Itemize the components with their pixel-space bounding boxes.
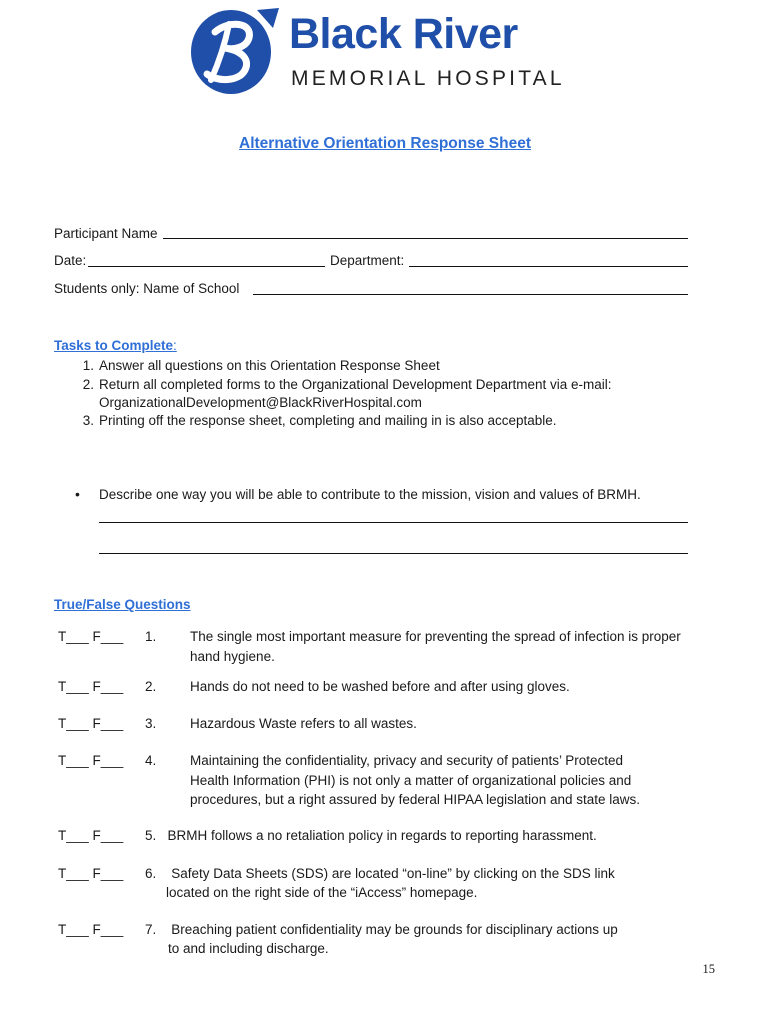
participant-name-label: Participant Name <box>54 226 158 241</box>
department-label: Department: <box>330 253 405 268</box>
participant-name-field[interactable] <box>163 238 688 239</box>
date-label: Date: <box>54 253 87 268</box>
brmh-b-logo-icon <box>189 4 279 96</box>
date-field[interactable] <box>88 266 325 267</box>
tf-answer-marks[interactable]: T___ F___ <box>58 828 124 843</box>
school-label: Students only: Name of School <box>54 281 240 296</box>
tf-answer-marks[interactable]: T___ F___ <box>58 922 124 937</box>
department-field[interactable] <box>409 266 688 267</box>
brand-subtitle: MEMORIAL HOSPITAL <box>291 67 565 90</box>
page-number: 15 <box>702 962 715 976</box>
describe-prompt: Describe one way you will be able to contribute to the mission, vision and values of BRMH. <box>99 487 641 502</box>
document-title: Alternative Orientation Response Sheet <box>239 135 531 152</box>
school-field[interactable] <box>253 294 688 295</box>
tf-answer-marks[interactable]: T___ F___ <box>58 753 124 768</box>
tf-answer-marks[interactable]: T___ F___ <box>58 866 124 881</box>
tf-answer-marks[interactable]: T___ F___ <box>58 716 124 731</box>
describe-answer-line-1[interactable] <box>99 522 688 523</box>
tf-answer-marks[interactable]: T___ F___ <box>58 679 124 694</box>
describe-answer-line-2[interactable] <box>99 553 688 554</box>
brand-name: Black River <box>289 10 518 58</box>
bullet-icon: • <box>75 486 80 502</box>
true-false-heading: True/False Questions <box>54 597 191 612</box>
tasks-heading: Tasks to Complete: <box>54 338 177 353</box>
tf-answer-marks[interactable]: T___ F___ <box>58 629 124 644</box>
